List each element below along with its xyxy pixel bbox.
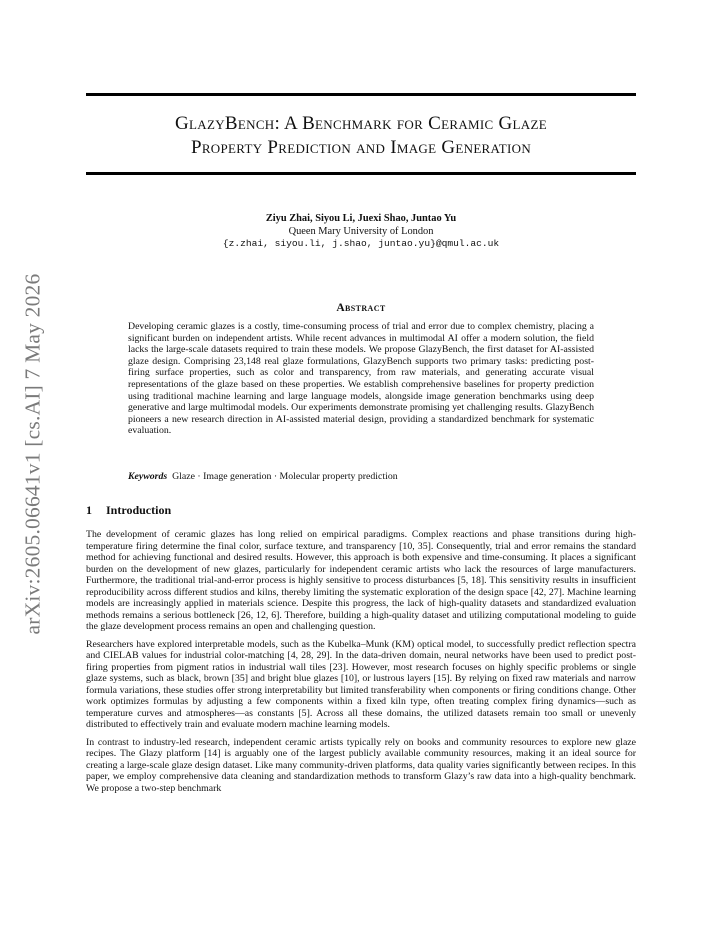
keywords-label: Keywords: [128, 471, 168, 482]
body-paragraph: In contrast to industry-led research, independent ceramic artists typically rely on books and community resources to explore new glaze recipes. The Glazy platform [14] is arguably one of the largest publicly available community resources, making it an ideal source for creating a large-scale glaze design dataset. Like many community-driven platforms, data quality varies significantly between recipes. In this paper, we employ comprehensive data cleaning and standardization methods to transform Glazy’s raw data into a high-quality benchmark. We propose a two-step benchmark: [86, 736, 636, 794]
author-block: [86, 213, 636, 251]
section-title: Introduction: [106, 503, 172, 517]
arxiv-stamp-text: arXiv:2605.06641v1 [cs.AI] 7 May 2026: [20, 273, 45, 635]
author-names: Ziyu Zhai, Siyou Li, Juexi Shao, Juntao Yu: [265, 213, 457, 224]
title-line-1: GlazyBench: A Benchmark for Ceramic Glaze: [175, 113, 547, 134]
abstract-heading: Abstract: [336, 302, 386, 314]
section-heading: [86, 503, 171, 518]
abstract-text: Developing ceramic glazes is a costly, time-consuming process of trial and error due to complex chemistry, placing a significant burden on independent artists. While recent advances in multimodal AI offer a modern solution, the field lacks the large-scale datasets required to train these models. We propose GlazyBench, the first dataset for AI-assisted glaze design. Comprising 23,148 real glaze formulations, GlazyBench supports two primary tasks: predicting post-firing surface properties, such as color and transparency, from raw materials, and generating accurate visual representations of the glaze based on these properties. We establish comprehensive baselines for property prediction using traditional machine learning and large language models, alongside image generation benchmarks using deep generative and large multimodal models. Our experiments demonstrate promising yet challenging results. GlazyBench pioneers a new research direction in AI-assisted material design, providing a standardized benchmark for systematic evaluation.: [128, 321, 594, 437]
title-bottom-rule: [86, 172, 636, 175]
section-number: 1: [86, 503, 92, 517]
arxiv-identifier-stamp: [16, 264, 50, 644]
author-email: {z.zhai, siyou.li, j.shao, juntao.yu}@qmul.ac.uk: [222, 238, 500, 250]
keywords-line: [128, 471, 594, 482]
keywords-text: Glaze · Image generation · Molecular property prediction: [172, 471, 398, 482]
body-paragraph: The development of ceramic glazes has long relied on empirical paradigms. Complex reactions and phase transitions during high-temperature firing determine the final color, surface texture, and transparency [10, 35]. Consequently, trial and error remains the standard method for achieving functional and desired results. However, this approach is both expensive and time-consuming. It places a significant burden on the development of new glazes, particularly for independent ceramic artists who lack the resources of large manufacturers. Furthermore, the traditional trial-and-error process is highly sensitive to process disturbances [5, 18]. This sensitivity results in insufficient reproducibility across different studios and kilns, thereby limiting the systematic exploration of the design space [42, 27]. Machine learning models are increasingly applied in materials science. Despite this progress, the lack of high-quality datasets and standardized evaluation methods remains a serious bottleneck [26, 12, 6]. Therefore, building a high-quality dataset and utilizing computational modeling to guide the glaze development process remains an open and challenging question.: [86, 529, 636, 632]
author-affiliation: Queen Mary University of London: [288, 225, 434, 237]
title-top-rule: [86, 93, 636, 96]
section-body: [86, 529, 636, 800]
title-line-2: Property Prediction and Image Generation: [190, 137, 532, 158]
body-paragraph: Researchers have explored interpretable models, such as the Kubelka–Munk (KM) optical model, to successfully predict reflection spectra and CIELAB values for industrial color-matching [4, 28, 29]. In the data-driven domain, neural networks have been used to predict post-firing properties from pigment ratios in industrial wall tiles [23]. However, most research focuses on highly specific problems or single glaze systems, such as black, brown [35] and bright blue glazes [10], or lustrous layers [15]. By relying on fixed raw materials and narrow formula variations, these studies offer strong interpretability but limited transferability when components or firing conditions change. Other work optimizes formulas by adjusting a few components within a fixed kiln type, often treating complex firing dynamics—such as temperature curves and atmospheres—as constants [5]. Across all these domains, the utilized datasets remain too small or unevenly distributed to effectively train and evaluate modern machine learning models.: [86, 638, 636, 730]
paper-title: [86, 112, 636, 160]
